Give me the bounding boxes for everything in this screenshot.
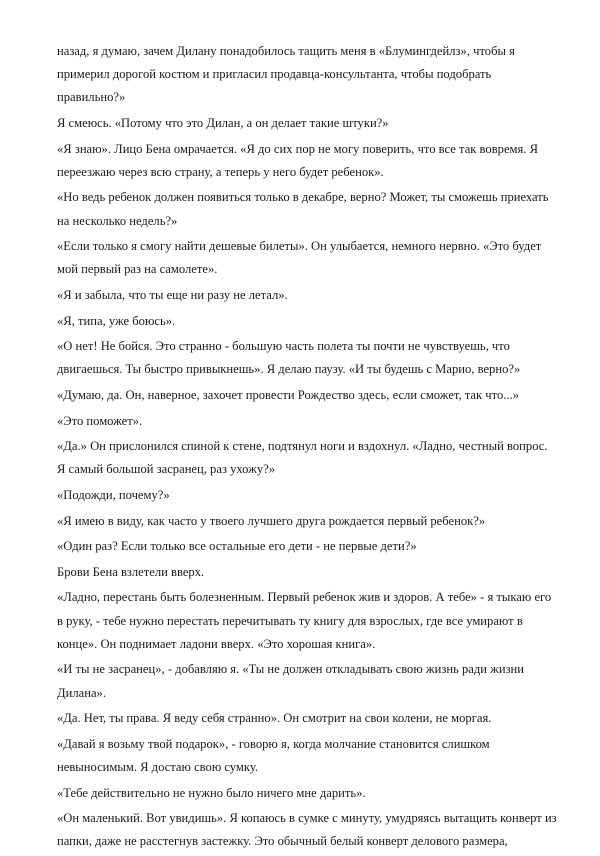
paragraph: «Да.» Он прислонился спиной к стене, подтянул ноги и вздохнул. «Ладно, честный вопрос. Я самый большой засранец, раз ухожу?» — [57, 439, 548, 477]
paragraph: «И ты не засранец», - добавляю я. «Ты не должен откладывать свою жизнь ради жизни Дилана». — [57, 662, 525, 700]
paragraph: «Ладно, перестань быть болезненным. Первый ребенок жив и здоров. А тебе» - я тыкаю его в руку, - тебе нужно перестать перечитывать ту книгу для взрослых, где все умирают в конце». Он поднимает ладони вверх. «Это хорошая книга». — [57, 590, 552, 651]
paragraph: «Давай я возьму твой подарок», - говорю я, когда молчание становится слишком невыносимым. Я достаю свою сумку. — [57, 736, 490, 774]
paragraph: «Я, типа, уже боюсь». — [57, 313, 176, 328]
paragraph: «Я знаю». Лицо Бена омрачается. «Я до сих пор не могу поверить, что все так вовремя. Я переезжаю через всю страну, а теперь у него будет ребенок». — [57, 141, 538, 179]
paragraph: назад, я думаю, зачем Дилану понадобилось тащить меня в «Блумингдейлз», чтобы я примерил дорогой костюм и пригласил продавца-консультанта, чтобы подобрать правильно?» — [57, 44, 515, 105]
paragraph: «Но ведь ребенок должен появиться только в декабре, верно? Может, ты сможешь приехать на несколько недель?» — [57, 190, 549, 228]
paragraph: «Подожди, почему?» — [57, 487, 170, 502]
paragraph: «Думаю, да. Он, наверное, захочет провести Рождество здесь, если сможет, так что...» — [57, 387, 519, 402]
paragraph: «Если только я смогу найти дешевые билеты». Он улыбается, немного нервно. «Это будет мой первый раз на самолете». — [57, 239, 542, 277]
paragraph: «Я имею в виду, как часто у твоего лучшего друга рождается первый ребенок?» — [57, 513, 486, 528]
paragraph: «Да. Нет, ты права. Я веду себя странно». Он смотрит на свои колени, не моргая. — [57, 711, 492, 726]
paragraph: «Я и забыла, что ты еще ни разу не летал». — [57, 287, 288, 302]
paragraph: «Один раз? Если только все остальные его дети - не первые дети?» — [57, 539, 417, 554]
paragraph: «Это поможет». — [57, 413, 143, 428]
paragraph: «О нет! Не бойся. Это странно - большую часть полета ты почти не чувствуешь, что двигаешься. Ты быстро привыкнешь». Я делаю паузу. «И ты будешь с Марио, верно?» — [57, 339, 521, 377]
paragraph: «Он маленький. Вот увидишь». Я копаюсь в сумке с минуту, умудряясь вытащить конверт из папки, даже не расстегнув застежку. Это обычный белый конверт делового размера, — [57, 811, 557, 849]
paragraph: Я смеюсь. «Потому что это Дилан, а он делает такие штуки?» — [57, 116, 389, 130]
paragraph: Брови Бена взлетели вверх. — [57, 564, 205, 579]
document-text — [57, 40, 557, 856]
paragraph: «Тебе действительно не нужно было ничего мне дарить». — [57, 785, 366, 800]
